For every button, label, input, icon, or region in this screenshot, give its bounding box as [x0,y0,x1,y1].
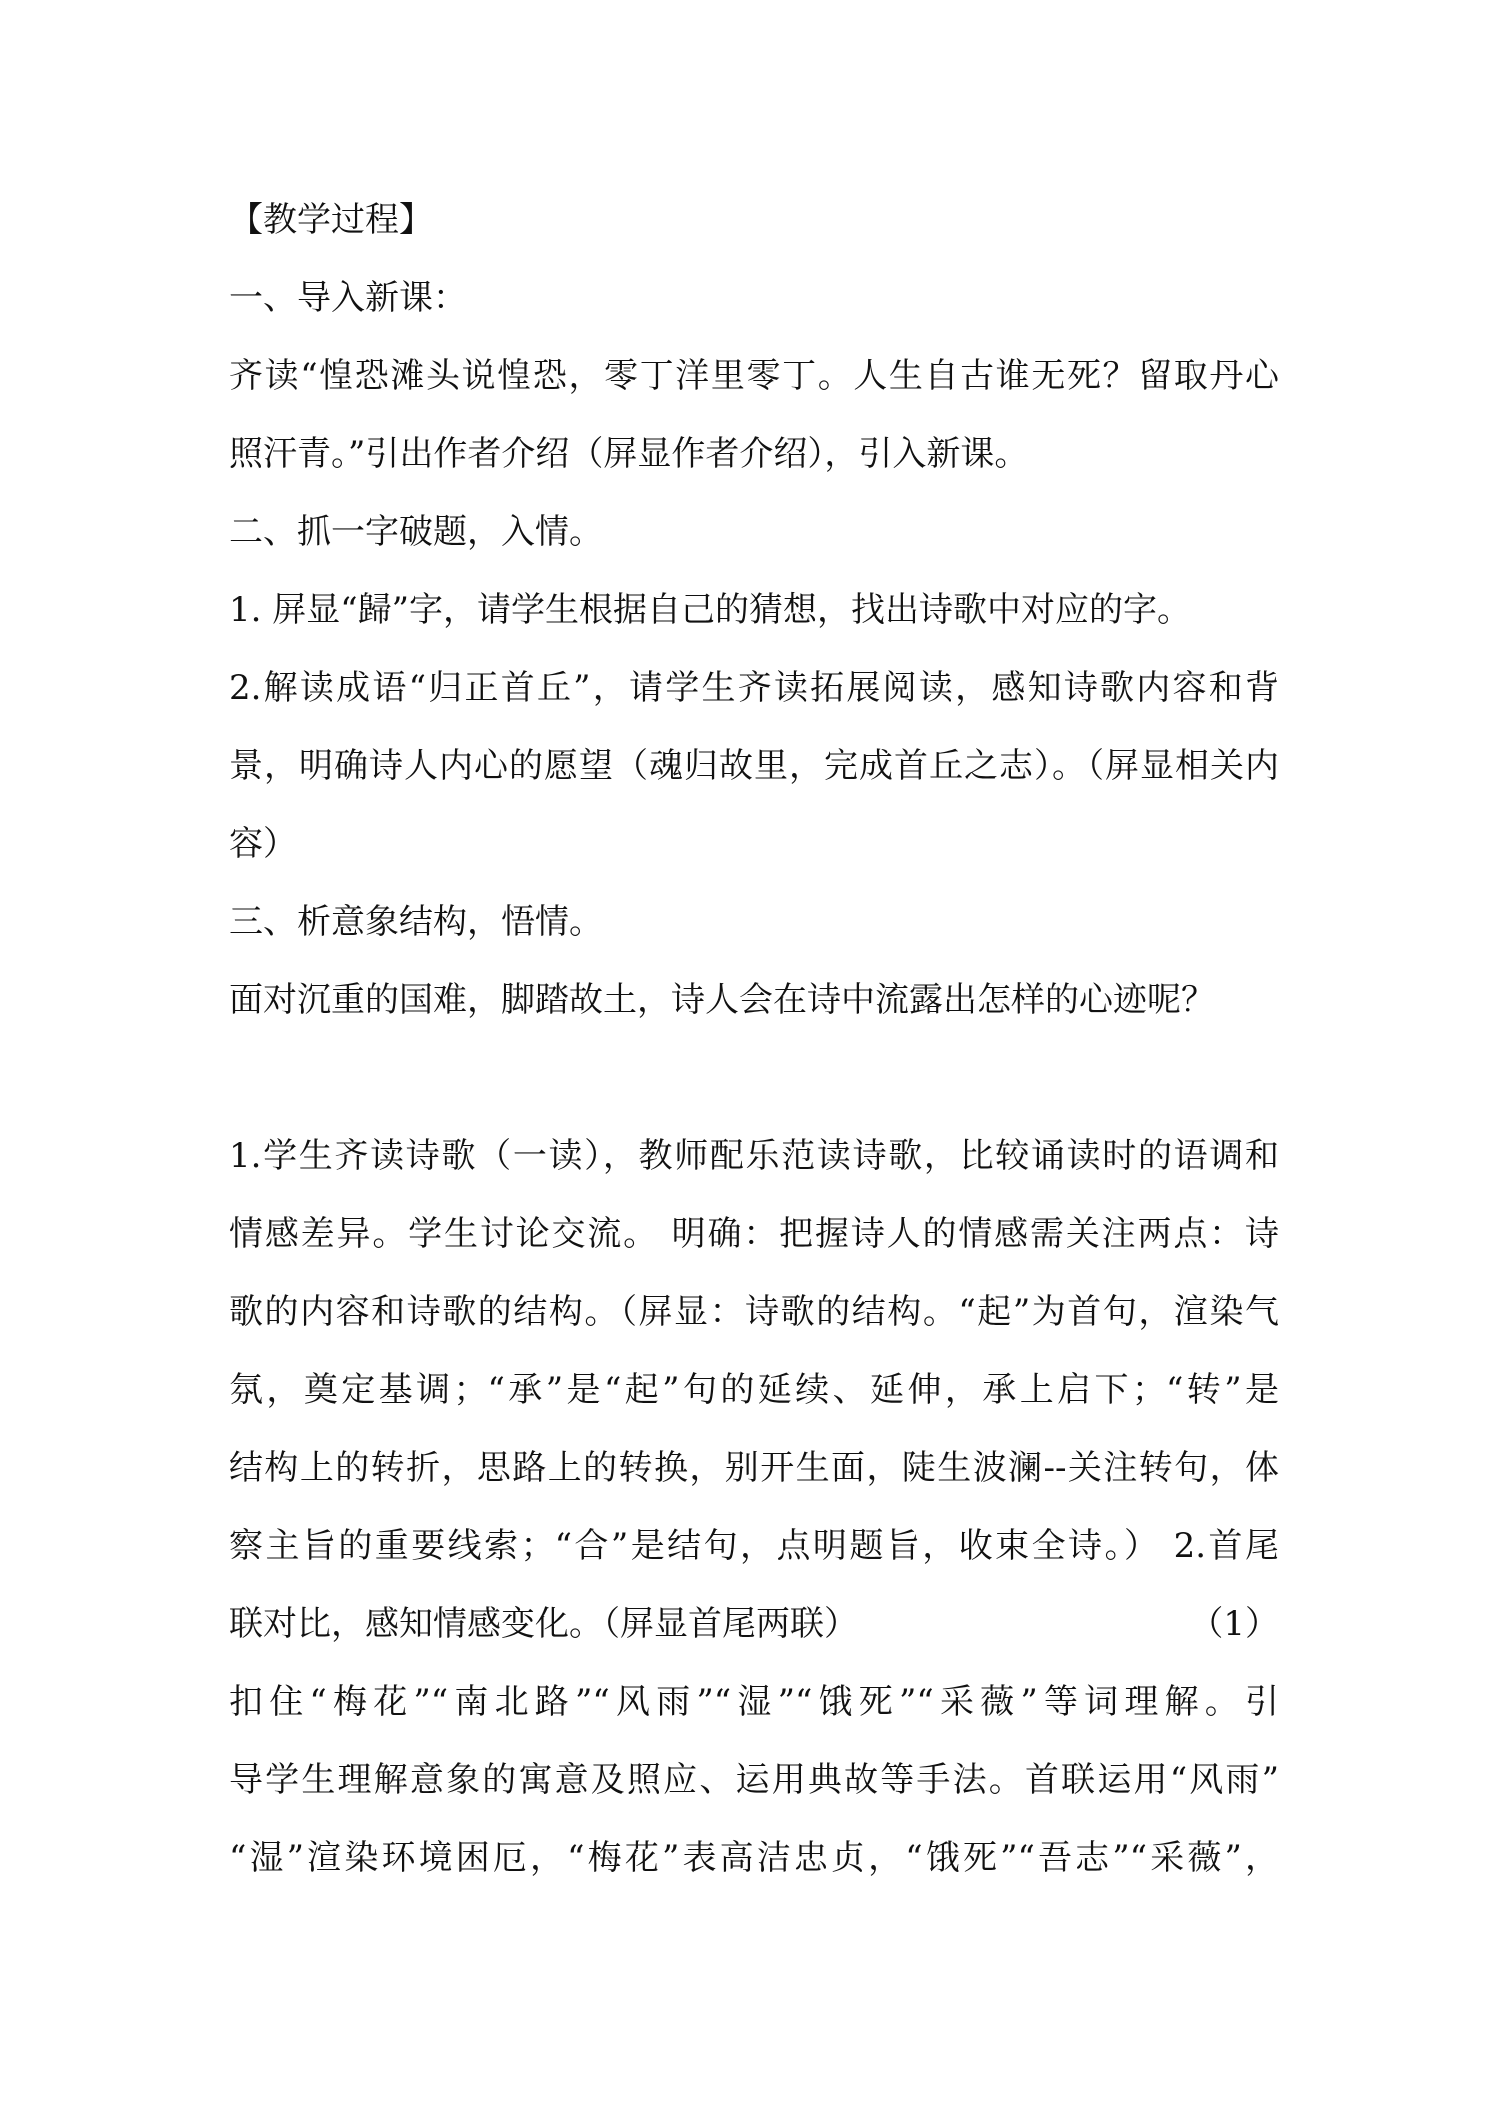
section-1-title: 一、导入新课： [229,278,467,318]
paragraph-4-line-10: “湿”渲染环境困厄，“梅花”表高洁忠贞，“饿死”“吾志”“采薇”， [229,1838,1279,1878]
paragraph-4-line-2: 情感差异。学生讨论交流。 明确：把握诗人的情感需关注两点：诗 [229,1214,1279,1254]
paragraph-4-line-3: 歌的内容和诗歌的结构。（屏显：诗歌的结构。“起”为首句，渲染气 [229,1292,1279,1332]
paragraph-1-line-2: 照汗青。”引出作者介绍（屏显作者介绍），引入新课。 [229,434,1029,474]
paragraph-4-line-1: 1.学生齐读诗歌（一读），教师配乐范读诗歌，比较诵读时的语调和 [229,1136,1279,1176]
paragraph-1-line-1: 齐读“惶恐滩头说惶恐，零丁洋里零丁。人生自古谁无死？留取丹心 [229,356,1279,396]
section-3-title: 三、析意象结构，悟情。 [229,902,603,942]
paragraph-4-line-7-text: 联对比，感知情感变化。（屏显首尾两联） [229,1604,858,1644]
paragraph-4-line-9: 导学生理解意象的寓意及照应、运用典故等手法。首联运用“风雨” [229,1760,1279,1800]
paragraph-4-line-8: 扣住“梅花”“南北路”“风雨”“湿”“饿死”“采薇”等词理解。引 [229,1682,1279,1722]
teaching-process-heading: 【教学过程】 [229,200,433,240]
item-2-line-3: 容） [229,824,297,864]
item-2-line-2: 景，明确诗人内心的愿望（魂归故里，完成首丘之志）。（屏显相关内 [229,746,1279,786]
paragraph-4-line-4: 氛，奠定基调；“承”是“起”句的延续、延伸，承上启下；“转”是 [229,1370,1279,1410]
paragraph-3: 面对沉重的国难，脚踏故土，诗人会在诗中流露出怎样的心迹呢？ [229,980,1215,1020]
paragraph-4-line-5: 结构上的转折，思路上的转换，别开生面，陡生波澜--关注转句，体 [229,1448,1279,1488]
section-2-title: 二、抓一字破题，入情。 [229,512,603,552]
item-1: 1. 屏显“歸”字，请学生根据自己的猜想，找出诗歌中对应的字。 [229,590,1192,630]
paragraph-4-line-6: 察主旨的重要线索；“合”是结句，点明题旨，收束全诗。） 2.首尾 [229,1526,1279,1566]
item-2-line-1: 2.解读成语“归正首丘”，请学生齐读拓展阅读，感知诗歌内容和背 [229,668,1279,708]
paragraph-4-line-7-number: （1） [1189,1604,1279,1644]
paragraph-4-line-7 [229,1602,1279,1646]
